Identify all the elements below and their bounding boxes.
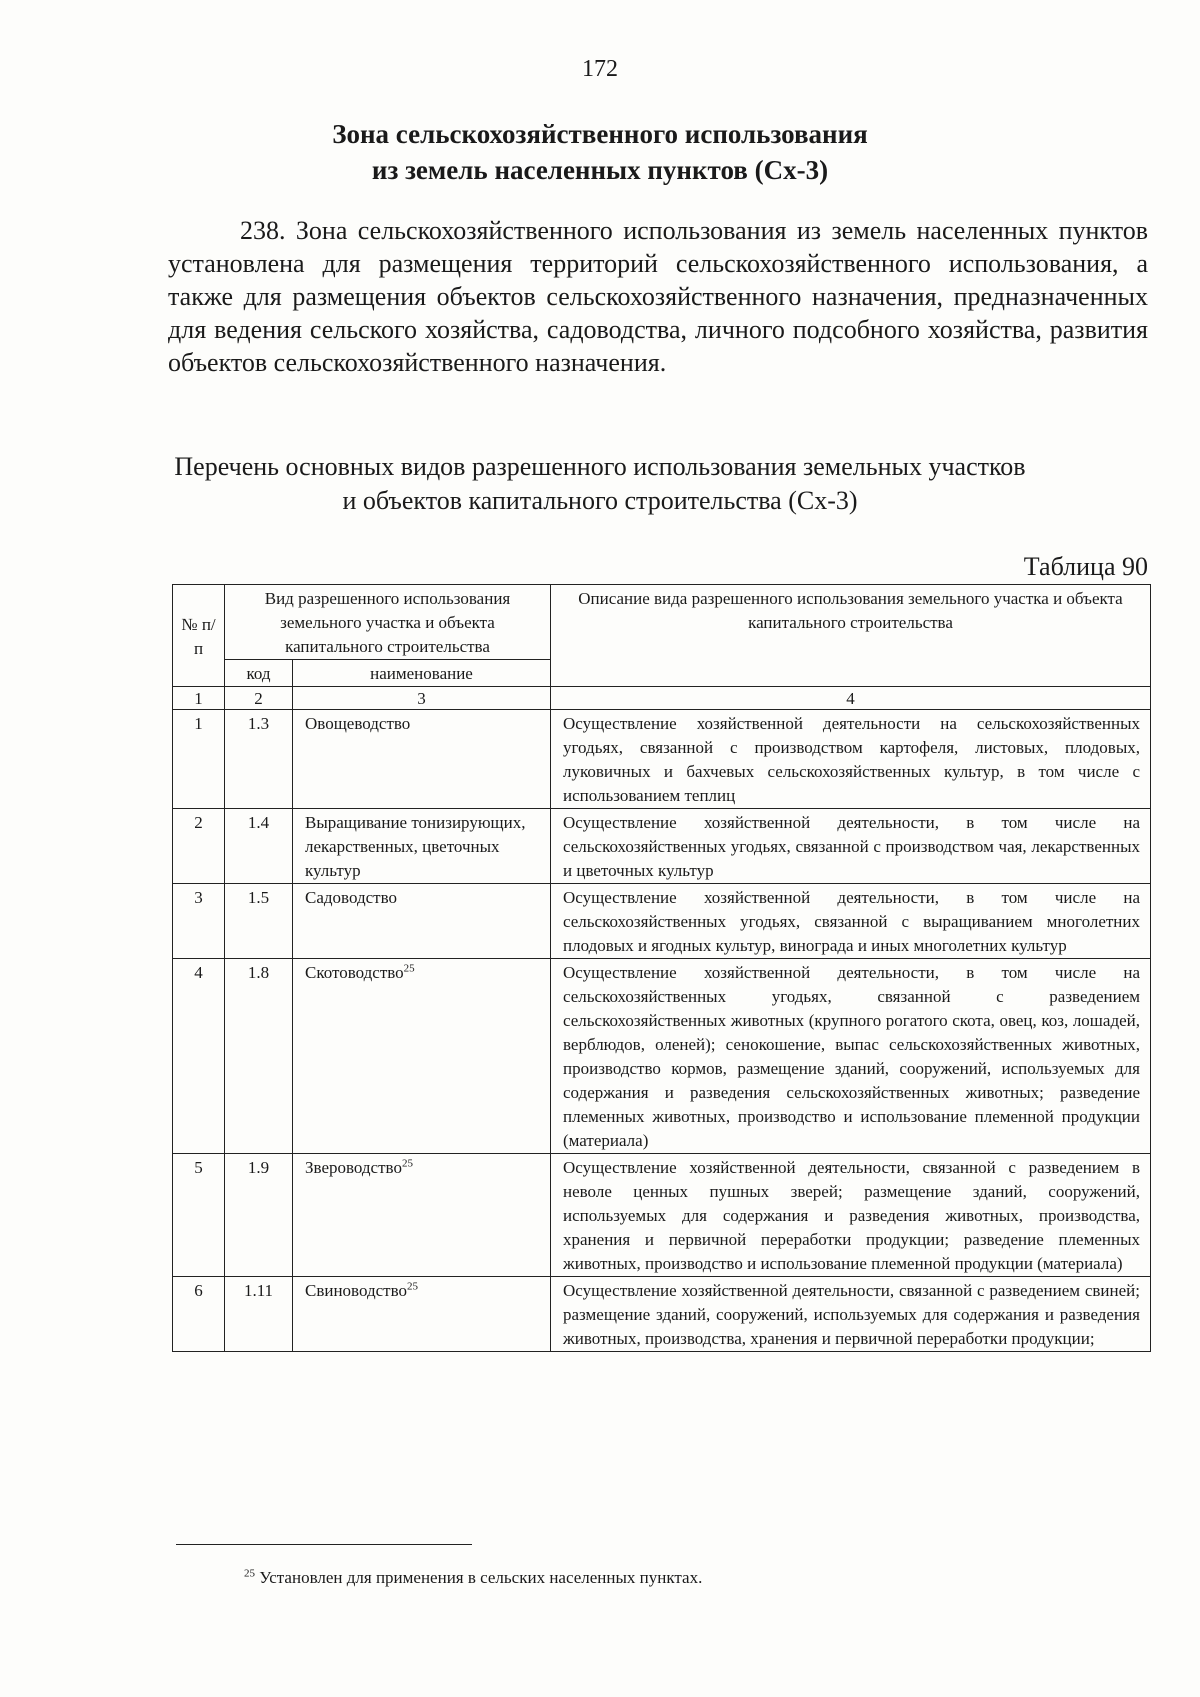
row-name — [293, 884, 551, 959]
row-code: 1.5 — [225, 884, 293, 959]
table-header-row — [173, 585, 1151, 660]
row-description: Осуществление хозяйственной деятельности, в том числе на сельскохозяйственных угодьях, связанной с выращиванием многолетних плодовых и ягодных культур, винограда и иных многолетних культур — [551, 884, 1151, 959]
zone-title — [0, 116, 1200, 188]
footnote-marker: 25 — [403, 962, 415, 975]
row-description: Осуществление хозяйственной деятельности на сельскохозяйственных угодьях, связанной с производством картофеля, листовых, плодовых, луковичных и бахчевых сельскохозяйственных культур, в том числе с использованием теплиц — [551, 710, 1151, 809]
header-use-type: Вид разрешенного использования земельного участка и объекта капитального строительства — [225, 585, 551, 660]
zone-title-line-2: из земель населенных пунктов (Сх-3) — [371, 155, 829, 185]
row-name-text: Садоводство — [305, 888, 397, 907]
row-code: 1.11 — [225, 1277, 293, 1352]
table-row — [173, 809, 1151, 884]
table-row — [173, 710, 1151, 809]
row-name-text: Звероводство — [305, 1158, 402, 1177]
table-row — [173, 959, 1151, 1154]
header-name: наименование — [293, 660, 551, 687]
row-number: 3 — [173, 884, 225, 959]
index-cell: 3 — [293, 687, 551, 710]
table-row — [173, 1277, 1151, 1352]
list-title — [0, 450, 1200, 518]
footnote-mark: 25 — [244, 1567, 255, 1580]
header-description: Описание вида разрешенного использования земельного участка и объекта капитального строительства — [551, 585, 1151, 687]
row-description: Осуществление хозяйственной деятельности, в том числе на сельскохозяйственных угодьях, связанной с разведением сельскохозяйственных животных (крупного рогатого скота, овец, коз, лошадей, верблюдов, оленей); сенокошение, выпас сельскохозяйственных животных, производство кормов, размещение зданий, сооружений, используемых для содержания и разведения сельскохозяйственных животных; разведение племенных животных, производство и использование племенной продукции (материала) — [551, 959, 1151, 1154]
row-code: 1.4 — [225, 809, 293, 884]
row-description: Осуществление хозяйственной деятельности, связанной с разведением свиней; размещение зданий, сооружений, используемых для содержания и разведения животных, производства, хранения и первичной переработки продукции; — [551, 1277, 1151, 1352]
row-name-text: Овощеводство — [305, 714, 411, 733]
page-number: 172 — [582, 56, 618, 82]
list-title-line-2: и объектов капитального строительства (Сх-3) — [342, 486, 858, 515]
header-num: № п/п — [173, 585, 225, 687]
zone-description-paragraph: 238. Зона сельскохозяйственного использования из земель населенных пунктов установлена для размещения территорий сельскохозяйственного использования, а также для размещения объектов сельскохозяйственного назначения, предназначенных для ведения сельского хозяйства, садоводства, личного подсобного хозяйства, развития объектов сельскохозяйственного назначения. — [168, 216, 1148, 377]
row-name-text: Выращивание тонизирующих, лекарственных, цветочных культур — [305, 813, 526, 880]
row-name — [293, 1277, 551, 1352]
table-row — [173, 884, 1151, 959]
index-cell: 1 — [173, 687, 225, 710]
row-number: 5 — [173, 1154, 225, 1277]
table-label: Таблица 90 — [1023, 552, 1148, 581]
row-number: 4 — [173, 959, 225, 1154]
row-name-text: Скотоводство — [305, 963, 404, 982]
row-name — [293, 710, 551, 809]
table-row — [173, 1154, 1151, 1277]
table-index-row — [173, 687, 1151, 710]
footnote-marker: 25 — [401, 1157, 413, 1170]
row-code: 1.8 — [225, 959, 293, 1154]
row-number: 2 — [173, 809, 225, 884]
land-use-table — [172, 584, 1151, 1352]
footnote-text: Установлен для применения в сельских населенных пунктах. — [255, 1568, 703, 1587]
row-code: 1.9 — [225, 1154, 293, 1277]
row-name — [293, 809, 551, 884]
row-number: 6 — [173, 1277, 225, 1352]
row-number: 1 — [173, 710, 225, 809]
footnote-marker: 25 — [407, 1280, 419, 1293]
index-cell: 2 — [225, 687, 293, 710]
row-name — [293, 1154, 551, 1277]
row-name-text: Свиноводство — [305, 1281, 408, 1300]
zone-title-line-1: Зона сельскохозяйственного использования — [332, 119, 868, 149]
index-cell: 4 — [551, 687, 1151, 710]
row-description: Осуществление хозяйственной деятельности, в том числе на сельскохозяйственных угодьях, связанной с производством чая, лекарственных и цветочных культур — [551, 809, 1151, 884]
footnote — [244, 1568, 702, 1588]
header-code: код — [225, 660, 293, 687]
row-name — [293, 959, 551, 1154]
footnote-divider — [176, 1544, 472, 1545]
row-code: 1.3 — [225, 710, 293, 809]
row-description: Осуществление хозяйственной деятельности, связанной с разведением в неволе ценных пушных зверей; размещение зданий, сооружений, используемых для содержания и разведения животных, производства, хранения и первичной переработки продукции; разведение племенных животных, производство и использование племенной продукции (материала) — [551, 1154, 1151, 1277]
list-title-line-1: Перечень основных видов разрешенного использования земельных участков — [174, 452, 1026, 481]
